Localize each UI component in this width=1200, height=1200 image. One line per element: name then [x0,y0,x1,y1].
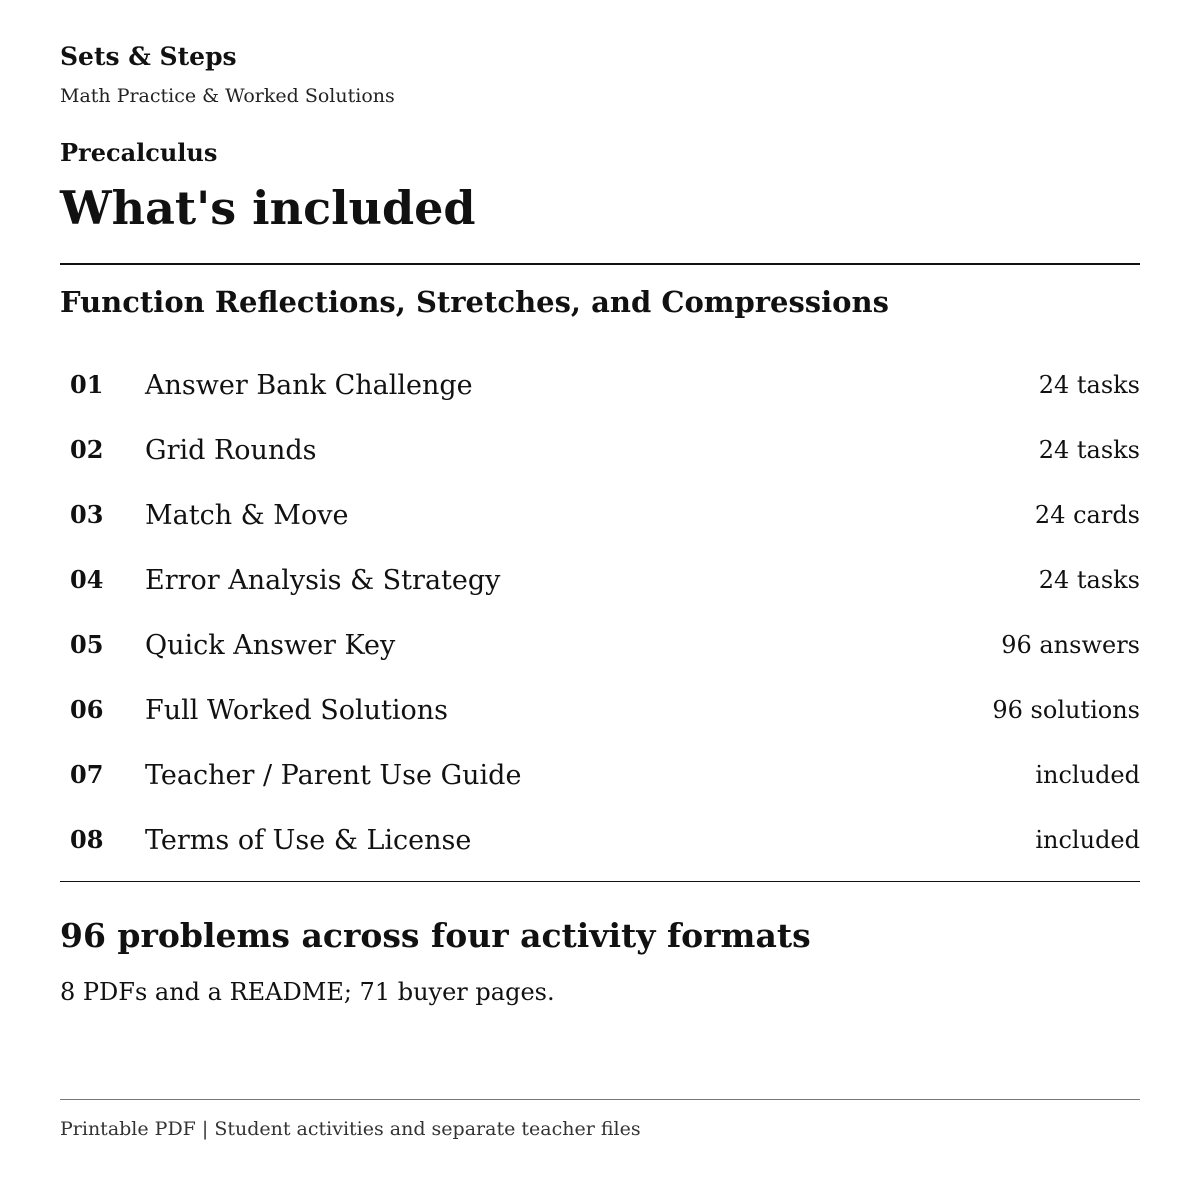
item-count: 24 tasks [1038,371,1140,399]
footer-divider [60,1099,1140,1100]
list-item [60,807,1140,872]
list-item [60,742,1140,807]
item-number: 04 [70,565,104,594]
item-name: Error Analysis & Strategy [145,565,501,596]
item-name: Grid Rounds [145,435,317,466]
list-item [60,482,1140,547]
product-page [60,0,1140,1200]
footer-note: Printable PDF | Student activities and separate teacher files [60,1118,641,1140]
subject-label: Precalculus [60,138,218,167]
section-title: Function Reflections, Stretches, and Compressions [60,285,889,319]
item-number: 06 [70,695,104,724]
list-item [60,677,1140,742]
item-name: Full Worked Solutions [145,695,449,726]
top-divider [60,263,1140,265]
item-name: Terms of Use & License [145,825,472,856]
item-number: 02 [70,435,104,464]
item-count: included [1035,826,1140,854]
item-name: Quick Answer Key [145,630,396,661]
item-number: 03 [70,500,104,529]
summary-title: 96 problems across four activity formats [60,916,811,955]
item-count: 24 cards [1034,501,1140,529]
item-number: 07 [70,760,104,789]
item-count: 96 solutions [992,696,1140,724]
item-count: 24 tasks [1038,436,1140,464]
summary-text: 8 PDFs and a README; 71 buyer pages. [60,978,555,1006]
list-item [60,352,1140,417]
item-name: Answer Bank Challenge [145,370,473,401]
item-number: 01 [70,370,104,399]
item-name: Teacher / Parent Use Guide [145,760,522,791]
list-item [60,612,1140,677]
item-count: included [1035,761,1140,789]
item-count: 96 answers [1001,631,1140,659]
item-number: 05 [70,630,104,659]
list-bottom-divider [60,881,1140,882]
brand-name: Sets & Steps [60,42,237,71]
brand-tagline: Math Practice & Worked Solutions [60,85,395,107]
item-number: 08 [70,825,104,854]
list-item [60,417,1140,482]
item-count: 24 tasks [1038,566,1140,594]
contents-list [60,352,1140,872]
item-name: Match & Move [145,500,349,531]
list-item [60,547,1140,612]
page-title: What's included [60,181,476,235]
